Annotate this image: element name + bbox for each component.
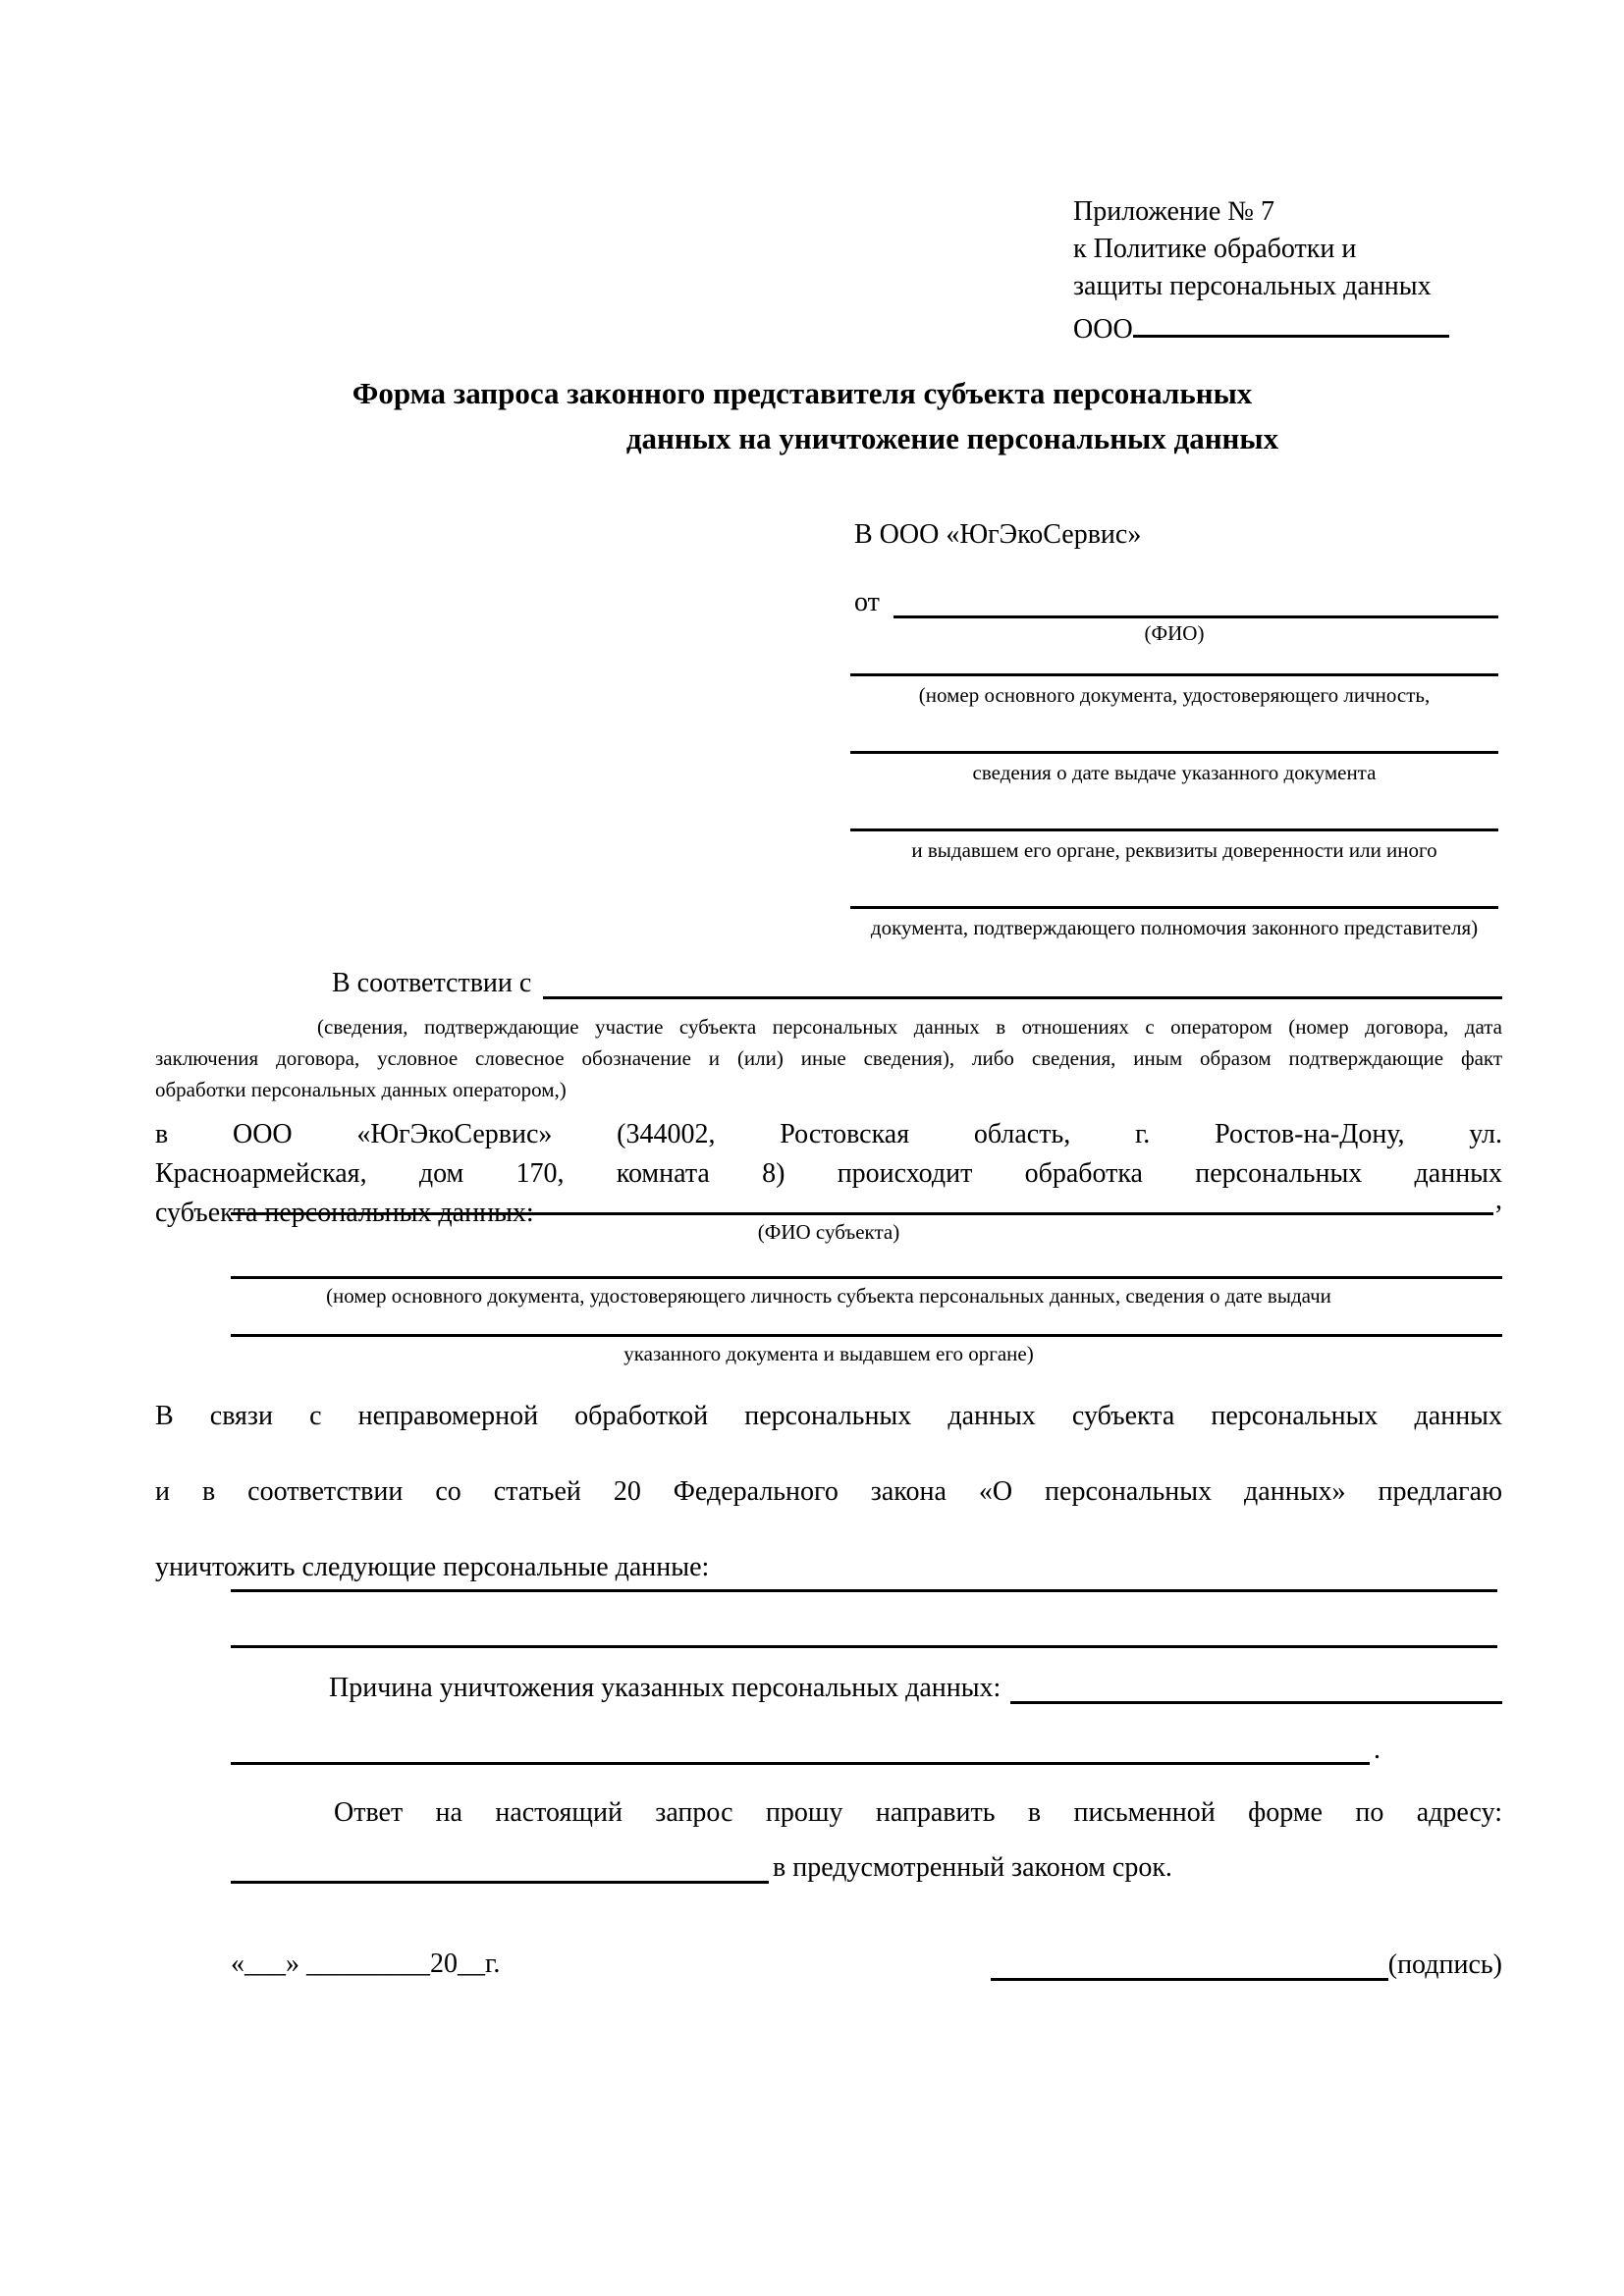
data-blank-line-2 [231, 1645, 1497, 1648]
demand-line3: уничтожить следующие персональные данные: [155, 1552, 710, 1582]
accordance-lead: В соответствии с [332, 968, 532, 998]
title-line1: Форма запроса законного представителя субъекта персональных [352, 376, 1253, 410]
reason-field [155, 1669, 1502, 1704]
demand-line1: В связи с неправомерной обработкой персональных данных субъекта персональных данных [155, 1401, 1502, 1431]
representative-doc-caption-4: документа, подтверждающего полномочия законного представителя) [870, 916, 1479, 939]
reply-line2-text: в предусмотренный законом срок. [773, 1852, 1172, 1883]
reason-blank-line-2 [231, 1729, 1370, 1765]
appendix-policy-line2: защиты персональных данных [1073, 271, 1432, 301]
subject-doc-line-1 [231, 1276, 1502, 1279]
footer-row [155, 1946, 1502, 1981]
subject-fio-field [155, 1184, 1502, 1215]
reply-address-field [155, 1850, 1502, 1884]
appendix-number: Приложение № 7 [1073, 196, 1274, 227]
operator-paragraph-line3: субъекта персональных данных: [155, 1198, 534, 1228]
fio-caption: (ФИО) [1144, 621, 1205, 645]
reason-section [155, 1669, 1502, 1704]
representative-doc-caption-1: (номер основного документа, удостоверяющего личность, [918, 683, 1431, 707]
reply-line1: Ответ на настоящий запрос прошу направить в письменной форме по адресу: [334, 1797, 1502, 1828]
signature-blank-line [991, 1943, 1388, 1981]
accordance-caption-line3: обработки персональных данных оператором,) [155, 1078, 567, 1101]
accordance-field [155, 964, 1502, 999]
signature-field [991, 1946, 1502, 1981]
subject-doc-line-2 [231, 1334, 1502, 1337]
signature-caption: (подпись) [1387, 1949, 1502, 1980]
company-line [1073, 305, 1510, 348]
operator-paragraph-line1: в ООО «ЮгЭкоСервис» (344002, Ростовская область, г. Ростов-на-Дону, ул. [155, 1119, 1502, 1149]
subject-fio-caption: (ФИО субъекта) [757, 1220, 900, 1244]
representative-doc-line-4 [850, 906, 1498, 909]
reason-period: . [1374, 1735, 1380, 1765]
appendix-policy-line1: к Политике обработки и [1073, 234, 1357, 264]
company-blank-line [1133, 305, 1449, 338]
accordance-caption-line2: заключения договора, условное словесное обозначение и (или) иные сведения), либо сведения, иным образом подтверждающие факт [155, 1046, 1502, 1070]
operator-paragraph-line2: Красноармейская, дом 170, комната 8) происходит обработка персональных данных [155, 1158, 1502, 1189]
representative-doc-caption-2: сведения о дате выдаче указанного документа [972, 761, 1377, 784]
reason-lead: Причина уничтожения указанных персональных данных: [329, 1673, 1001, 1703]
reason-blank-line-1 [1010, 1666, 1502, 1704]
representative-doc-caption-3: и выдавшем его органе, реквизиты доверенности или иного [911, 838, 1437, 862]
accordance-blank-line [543, 961, 1502, 999]
appendix-header [1073, 193, 1510, 348]
representative-doc-line-3 [850, 828, 1498, 831]
accordance-caption [155, 1011, 1502, 1105]
reason-continuation [155, 1732, 1502, 1765]
document-title [155, 371, 1502, 461]
subject-block [155, 1184, 1502, 1366]
demand-paragraph [155, 1378, 1502, 1605]
representative-doc-line-2 [850, 751, 1498, 754]
addressee-company: В ООО «ЮгЭкоСервис» [854, 519, 1142, 550]
from-field [850, 585, 1498, 618]
subject-doc-caption-2: указанного документа и выдавшем его органе) [623, 1342, 1034, 1365]
subject-fio-comma: , [1495, 1185, 1502, 1215]
from-label: от [854, 587, 880, 617]
subject-fio-blank-line [231, 1181, 1493, 1215]
demand-line2: и в соответствии со статьей 20 Федерального закона «О персональных данных» предлагаю [155, 1476, 1502, 1507]
title-line2: данных на уничтожение персональных данных [625, 421, 1279, 455]
data-to-destroy-fields [231, 1589, 1497, 1648]
reply-address-blank-line [231, 1847, 769, 1884]
company-prefix: ООО [1073, 314, 1133, 345]
accordance-caption-line1: (сведения, подтверждающие участие субъекта персональных данных в отношениях с оператором (номер договора, дата [317, 1015, 1502, 1039]
date-field: «___» _________20__г. [231, 1949, 501, 1979]
reply-section [155, 1775, 1502, 1884]
from-blank-line [893, 582, 1498, 618]
addressee-block [850, 518, 1498, 940]
data-blank-line-1 [231, 1589, 1497, 1592]
representative-doc-line-1 [850, 673, 1498, 676]
subject-doc-caption-1: (номер основного документа, удостоверяющего личность субъекта персональных данных, сведения о дате выдачи [326, 1284, 1331, 1308]
